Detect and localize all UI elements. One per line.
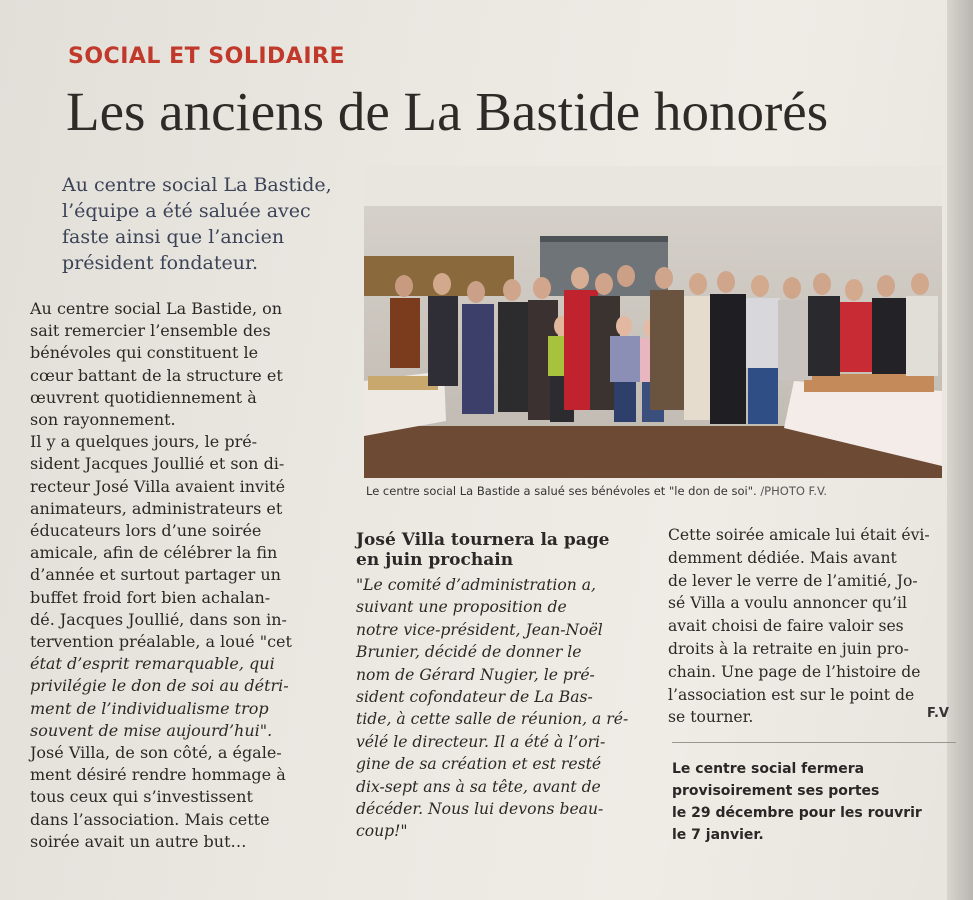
body-line: bénévoles qui constituent le: [30, 343, 259, 363]
body-line: sé Villa a voulu annoncer qu’il: [668, 594, 908, 613]
body-line: José Villa, de son côté, a égale-: [30, 743, 282, 763]
quote-line: coup!": [356, 822, 408, 841]
body-line: l’association est sur le point de: [668, 685, 915, 704]
article-headline: Les anciens de La Bastide honorés: [66, 81, 829, 142]
body-line-italic: état d’esprit remarquable, qui: [30, 654, 275, 674]
body-line: sident Jacques Joullié et son di-: [30, 454, 285, 474]
body-line: de lever le verre de l’amitié, Jo-: [668, 571, 918, 590]
author-signature: F.V: [927, 706, 949, 721]
subheading-line: en juin prochain: [356, 550, 514, 570]
body-line: Cette soirée amicale lui était évi-: [668, 526, 930, 544]
photo-credit: /PHOTO F.V.: [760, 484, 828, 498]
subheading: [356, 530, 646, 570]
body-line: Au centre social La Bastide, on: [30, 299, 283, 318]
body-line: dans l’association. Mais cette: [30, 809, 270, 829]
body-line: dé. Jacques Joullié, dans son in-: [30, 609, 287, 629]
body-line: chain. Une page de l’histoire de: [668, 662, 921, 681]
photo-caption: [366, 484, 827, 498]
quote-line: Brunier, décidé de donner le: [356, 643, 582, 662]
article-lede: [62, 172, 352, 276]
body-line: amicale, afin de célébrer la fin: [30, 543, 278, 563]
lede-line: Au centre social La Bastide,: [62, 174, 332, 196]
divider: [672, 742, 956, 743]
lede-line: faste ainsi que l’ancien: [62, 226, 285, 248]
subheading-line: José Villa tournera la page: [356, 530, 610, 550]
info-line: provisoirement ses portes: [672, 783, 880, 799]
quote-line: "Le comité d’administration a,: [356, 576, 596, 594]
body-line-italic: privilégie le don de soi au détri-: [30, 676, 289, 696]
body-line: cœur battant de la structure et: [30, 365, 283, 385]
body-line: tervention préalable, a loué "cet: [30, 632, 292, 652]
body-line: buffet froid fort bien achalan-: [30, 587, 271, 607]
lede-line: l’équipe a été saluée avec: [62, 200, 311, 222]
body-line: demment dédiée. Mais avant: [668, 548, 897, 567]
quote-line: suivant une proposition de: [356, 598, 567, 617]
body-line: éducateurs lors d’une soirée: [30, 521, 262, 541]
body-line: son rayonnement.: [30, 410, 176, 430]
body-line: soirée avait un autre but…: [30, 831, 247, 851]
body-line: droits à la retraite en juin pro-: [668, 639, 909, 658]
body-line: sait remercier l’ensemble des: [30, 321, 271, 341]
quote-body: [356, 574, 646, 843]
info-line: le 7 janvier.: [672, 827, 764, 843]
body-line: avait choisi de faire valoir ses: [668, 617, 904, 636]
info-line: le 29 décembre pour les rouvrir: [672, 805, 922, 821]
column-1: [30, 298, 340, 853]
quote-line: tide, à cette salle de réunion, a ré-: [356, 710, 629, 729]
body-line-italic: ment de l’individualisme trop: [30, 698, 269, 718]
body-line: se tourner.: [668, 708, 754, 727]
section-kicker: SOCIAL ET SOLIDAIRE: [68, 44, 345, 69]
body-line: tous ceux qui s’investissent: [30, 787, 253, 807]
quote-line: sident cofondateur de La Bas-: [356, 688, 593, 707]
body-line: Il y a quelques jours, le pré-: [30, 432, 258, 452]
body-line: œuvrent quotidiennement à: [30, 387, 257, 407]
body-line: d’année et surtout partager un: [30, 565, 281, 585]
quote-line: dix-sept ans à sa tête, avant de: [356, 777, 601, 796]
quote-line: décéder. Nous lui devons beau-: [356, 800, 604, 819]
info-line: Le centre social fermera: [672, 761, 865, 777]
group-photo: [364, 166, 942, 478]
page-edge: [947, 0, 973, 900]
quote-line: notre vice-président, Jean-Noël: [356, 620, 603, 639]
column-2: [356, 530, 646, 843]
info-box: [672, 758, 942, 846]
body-line: animateurs, administrateurs et: [30, 498, 283, 518]
column-3: [668, 524, 958, 729]
quote-line: vélé le directeur. Il a été à l’ori-: [356, 732, 606, 751]
quote-line: gine de sa création et est resté: [356, 755, 602, 774]
quote-line: nom de Gérard Nugier, le pré-: [356, 665, 595, 684]
body-line: recteur José Villa avaient invité: [30, 476, 286, 496]
body-line: ment désiré rendre hommage à: [30, 765, 286, 785]
caption-text: Le centre social La Bastide a salué ses bénévoles et "le don de soi".: [366, 484, 757, 498]
body-line-italic: souvent de mise aujourd’hui".: [30, 720, 273, 740]
lede-line: président fondateur.: [62, 252, 258, 274]
